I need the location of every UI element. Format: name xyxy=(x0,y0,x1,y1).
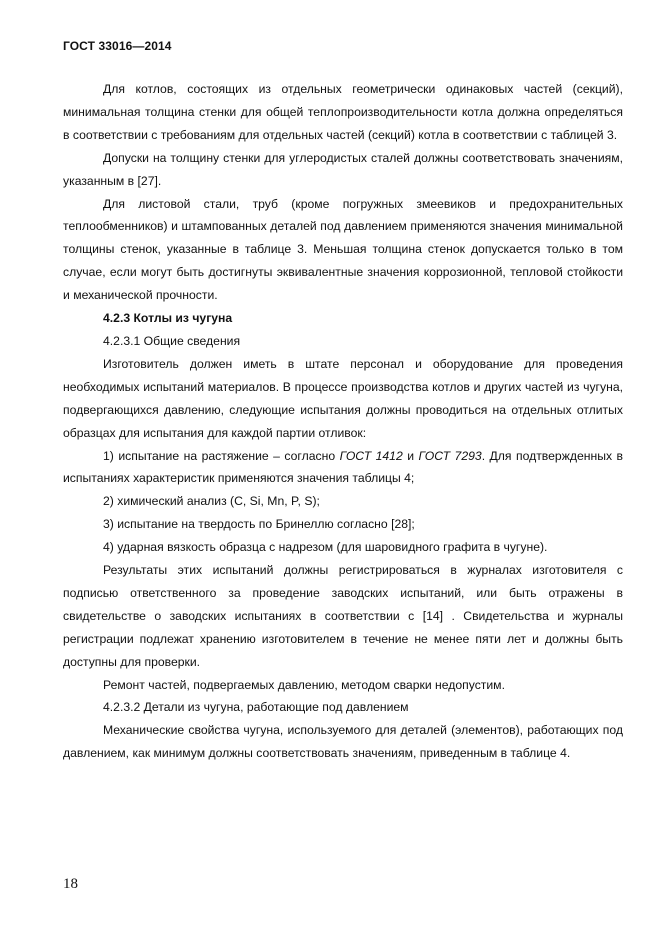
paragraph-repair-welding: Ремонт частей, подвергаемых давлению, методом сварки недопустим. xyxy=(103,677,505,692)
list-item-tensile-test xyxy=(63,445,623,491)
document-body xyxy=(63,78,623,765)
document-code-header: ГОСТ 33016—2014 xyxy=(63,39,172,53)
paragraph-manufacturer-tests: Изготовитель должен иметь в штате персонал и оборудование для проведения необходимых испытаний материалов. В процессе производства котлов и других частей из чугуна, подвергающихся давлению, следующие испытания должны проводиться на отдельных отлитых образцах для испытания для каждой партии отливок: xyxy=(63,356,623,440)
list-item-text: 1) испытание на растяжение – согласно xyxy=(103,448,340,463)
paragraph-test-records: Результаты этих испытаний должны регистрироваться в журналах изготовителя с подписью ответственного за проведение заводских испытаний, или быть отражены в свидетельстве о заводских испытаниях в соответствии с [14] . Свидетельства и журналы регистрации подлежат хранению изготовителем в течение не менее пяти лет и должны быть доступны для проверки. xyxy=(63,563,623,669)
paragraph-sections-thickness: Для котлов, состоящих из отдельных геометрически одинаковых частей (секций), минимальная толщина стенки для общей теплопроизводительности котла должна определяться в соответствии с требованиям для отдельных частей (секций) котла в соответствии с таблицей 3. xyxy=(63,82,623,142)
paragraph-sheet-steel: Для листовой стали, труб (кроме погружных змеевиков и предохранительных теплообменников) и штампованных деталей под давлением применяются значения минимальной толщины стенок, указанные в таблице 3. Меньшая толщина стенок допускается только в том случае, если могут быть достигнуты эквивалентные значения коррозионной, тепловой стойкости и механической прочности. xyxy=(63,196,623,303)
list-item-hardness-test: 3) испытание на твердость по Бринеллю согласно [28]; xyxy=(103,517,415,532)
paragraph-tolerances: Допуски на толщину стенки для углеродистых сталей должны соответствовать значениям, указанным в [27]. xyxy=(63,150,623,188)
standard-reference-link: ГОСТ 1412 xyxy=(339,448,403,463)
list-item-text: и xyxy=(402,448,419,463)
subsection-heading-4-2-3-1: 4.2.3.1 Общие сведения xyxy=(103,333,241,348)
page-number: 18 xyxy=(63,876,78,892)
paragraph-mechanical-properties: Механические свойства чугуна, используемого для деталей (элементов), работающих под давлением, как минимум должны соответствовать значениям, приведенным в таблице 4. xyxy=(63,723,623,761)
list-item-text: . Для подтвержденных в испытаниях характеристик применяются значения таблицы 4; xyxy=(63,448,624,486)
subsection-heading-4-2-3-2: 4.2.3.2 Детали из чугуна, работающие под давлением xyxy=(103,700,409,715)
list-item-chemical-analysis: 2) химический анализ (C, Si, Mn, P, S); xyxy=(103,494,320,509)
section-heading-4-2-3: 4.2.3 Котлы из чугуна xyxy=(103,311,233,326)
standard-reference-link: ГОСТ 7293 xyxy=(418,448,482,463)
list-item-impact-test: 4) ударная вязкость образца с надрезом (для шаровидного графита в чугуне). xyxy=(103,540,548,555)
